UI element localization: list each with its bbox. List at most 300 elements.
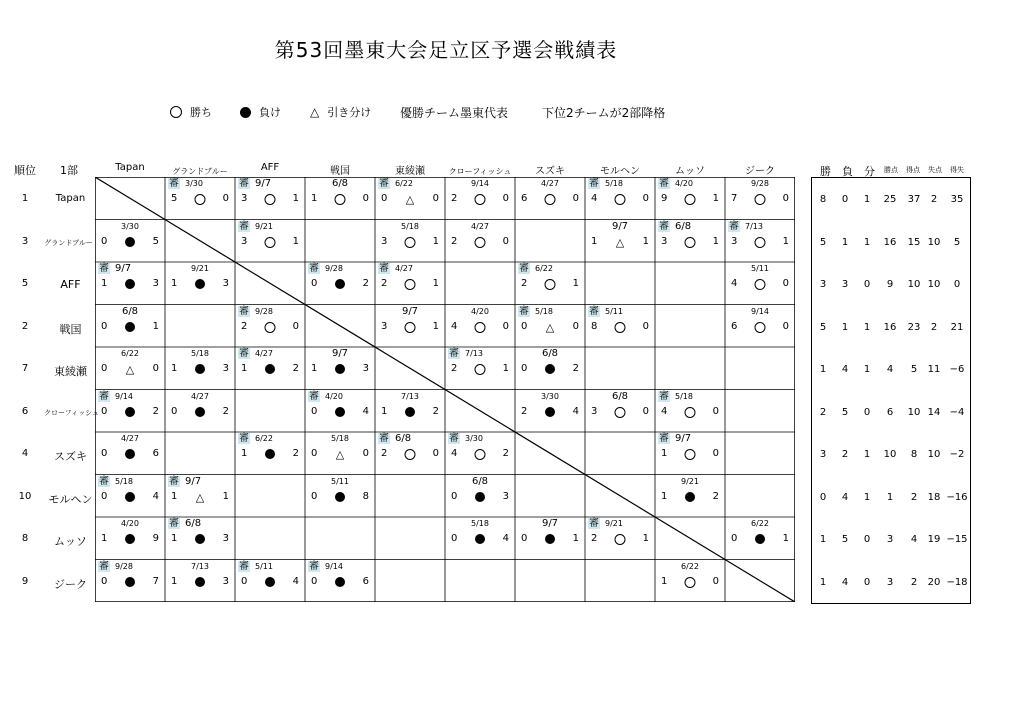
score-against: 0 — [222, 193, 229, 204]
match-date: 6/8 — [611, 390, 629, 402]
score-against: 1 — [292, 235, 299, 247]
score-against: 2 — [222, 405, 229, 417]
column-header: スズキ — [535, 166, 565, 177]
score-for: 3 — [381, 235, 388, 247]
referee-badge: 審 — [309, 390, 319, 402]
win-icon — [265, 194, 276, 208]
match-cell — [95, 262, 165, 305]
score-for: 4 — [451, 320, 458, 332]
match-date: 5/18 — [535, 306, 553, 316]
match-cell — [235, 347, 305, 390]
score-against: 0 — [642, 320, 649, 332]
referee-badge: 審 — [659, 220, 669, 232]
score-for: 6 — [731, 320, 738, 332]
match-date: 4/27 — [471, 221, 489, 231]
loss-icon — [195, 534, 205, 547]
stat-value: 16 — [883, 321, 897, 333]
match-date: 7/13 — [191, 561, 209, 571]
match-date: 3/30 — [465, 434, 483, 443]
match-cell — [655, 432, 725, 475]
score-for: 9 — [661, 193, 668, 204]
score-for: 2 — [241, 320, 248, 332]
score-against: 0 — [502, 320, 509, 332]
stat-value: 3 — [886, 576, 894, 588]
match-date: 9/7 — [331, 348, 349, 359]
match-cell — [235, 560, 305, 603]
score-for: 2 — [381, 448, 388, 459]
stat-value: 5 — [910, 364, 918, 375]
referee-badge: 審 — [449, 433, 459, 444]
match-date: 4/20 — [325, 391, 343, 401]
loss-icon — [755, 534, 765, 547]
loss-icon — [125, 279, 135, 292]
score-for: 1 — [381, 405, 388, 417]
match-cell — [235, 220, 305, 263]
stat-value: 18 — [927, 491, 941, 503]
match-cell — [585, 517, 655, 560]
score-for: 0 — [451, 533, 458, 544]
score-for: 3 — [661, 235, 668, 247]
match-cell — [165, 475, 235, 518]
win-icon — [615, 194, 626, 208]
match-date: 4/27 — [541, 179, 559, 188]
match-date: 9/7 — [255, 178, 272, 189]
match-date: 9/28 — [325, 264, 343, 273]
match-date: 6/22 — [255, 434, 273, 443]
column-header: モルヘン — [600, 166, 640, 177]
match-date: 5/11 — [751, 264, 769, 273]
match-date: 9/21 — [681, 476, 699, 486]
match-cell — [165, 177, 235, 220]
score-for: 0 — [311, 405, 318, 417]
loss-icon — [125, 492, 135, 505]
match-date: 6/8 — [331, 178, 349, 189]
loss-icon — [265, 577, 275, 590]
draw-icon: △ — [195, 490, 205, 504]
stat-value: 2 — [819, 406, 827, 418]
stat-value: 37 — [907, 194, 921, 205]
score-for: 2 — [451, 235, 458, 247]
match-date: 6/8 — [541, 348, 559, 359]
score-against: 0 — [432, 193, 439, 204]
score-against: 7 — [152, 575, 159, 587]
match-date: 6/22 — [121, 349, 139, 358]
match-date: 6/8 — [121, 305, 139, 317]
stat-value: 16 — [883, 236, 897, 248]
score-against: 4 — [362, 405, 369, 417]
score-for: 3 — [241, 193, 248, 204]
draw-icon: △ — [125, 363, 135, 376]
match-date: 9/21 — [255, 221, 273, 231]
rank-header: 順位 — [14, 164, 36, 177]
score-against: 0 — [642, 193, 649, 204]
stats-header-loss: 負 — [842, 165, 853, 178]
referee-badge: 審 — [99, 475, 109, 487]
referee-badge: 審 — [519, 263, 529, 274]
stat-value: 10 — [907, 406, 921, 418]
column-header: 東綾瀬 — [395, 166, 425, 177]
stat-value: 2 — [930, 321, 938, 333]
draw-icon: △ — [545, 320, 555, 334]
column-header: ジーク — [745, 166, 775, 177]
score-for: 1 — [661, 448, 668, 459]
stat-value: 5 — [819, 236, 827, 248]
stat-value: 1 — [841, 236, 849, 248]
win-icon — [755, 279, 766, 293]
stat-value: 5 — [841, 534, 849, 545]
match-cell — [95, 347, 165, 390]
match-cell — [585, 390, 655, 433]
loss-icon — [125, 577, 135, 590]
score-for: 0 — [311, 278, 318, 289]
score-against: 0 — [152, 363, 159, 374]
match-cell — [515, 390, 585, 433]
match-cell — [375, 177, 445, 220]
stat-value: 14 — [927, 406, 941, 418]
referee-badge: 審 — [659, 433, 669, 444]
match-cell — [655, 390, 725, 433]
match-cell — [235, 177, 305, 220]
match-date: 4/20 — [675, 179, 693, 188]
stat-value: 3 — [819, 449, 827, 460]
match-cell — [585, 305, 655, 348]
champion-note: 優勝チーム墨東代表 — [400, 106, 509, 120]
legend-win: 勝ち — [170, 104, 212, 120]
score-for: 5 — [171, 193, 178, 204]
score-against: 2 — [502, 448, 509, 459]
win-icon — [475, 449, 486, 463]
win-icon — [405, 322, 416, 336]
score-against: 0 — [782, 320, 789, 332]
loss-icon — [195, 279, 205, 292]
loss-icon — [335, 577, 345, 590]
win-icon — [545, 279, 556, 293]
referee-badge: 審 — [239, 305, 249, 317]
match-cell — [445, 347, 515, 390]
referee-badge: 審 — [659, 178, 669, 189]
match-date: 4/20 — [121, 519, 139, 528]
division-header: 1部 — [60, 164, 78, 177]
win-icon — [755, 194, 766, 208]
stat-value: 2 — [910, 576, 918, 588]
match-date: 5/11 — [605, 306, 623, 316]
win-icon — [195, 194, 206, 208]
match-date: 5/18 — [115, 476, 133, 486]
score-against: 6 — [362, 575, 369, 587]
match-cell — [95, 305, 165, 348]
match-date: 5/18 — [471, 519, 489, 528]
referee-badge: 審 — [239, 560, 249, 572]
score-against: 1 — [502, 363, 509, 374]
match-cell — [515, 517, 585, 560]
row-rank: 10 — [18, 490, 32, 502]
score-for: 1 — [311, 363, 318, 374]
row-team: AFF — [60, 278, 81, 291]
match-cell — [725, 262, 795, 305]
win-icon — [685, 194, 696, 208]
score-against: 0 — [502, 193, 509, 204]
score-against: 0 — [712, 575, 719, 587]
stat-value: 10 — [883, 449, 897, 460]
score-for: 0 — [521, 533, 528, 544]
relegation-note: 下位2チームが2部降格 — [542, 106, 666, 120]
score-against: 3 — [222, 533, 229, 544]
referee-badge: 審 — [379, 433, 389, 444]
win-icon — [545, 194, 556, 208]
row-rank: 1 — [21, 193, 29, 204]
legend-loss: 負け — [240, 104, 281, 120]
match-date: 5/18 — [675, 391, 693, 401]
draw-icon: △ — [405, 193, 415, 206]
loss-icon — [335, 279, 345, 292]
match-cell — [305, 390, 375, 433]
stat-value: 1 — [819, 534, 827, 545]
loss-icon — [125, 322, 135, 335]
win-icon — [475, 237, 486, 251]
loss-icon — [335, 407, 345, 420]
stat-value: 4 — [841, 576, 849, 588]
match-date: 6/8 — [471, 475, 489, 487]
win-icon — [405, 237, 416, 251]
stat-value: −4 — [949, 406, 965, 418]
row-rank: 3 — [21, 235, 29, 247]
match-date: 5/11 — [331, 476, 349, 486]
stat-value: −15 — [946, 534, 968, 545]
stat-value: 4 — [886, 364, 894, 375]
referee-badge: 審 — [589, 178, 599, 189]
win-icon — [475, 322, 486, 336]
row-team: ジーク — [54, 577, 87, 591]
score-for: 2 — [381, 278, 388, 289]
score-for: 2 — [521, 405, 528, 417]
win-icon — [335, 194, 346, 208]
loss-icon — [685, 492, 695, 505]
match-cell — [725, 220, 795, 263]
stats-header-gf: 得点 — [906, 166, 920, 174]
score-for: 0 — [521, 320, 528, 332]
score-for: 0 — [311, 490, 318, 502]
match-date: 4/27 — [255, 349, 273, 358]
stat-value: −2 — [949, 449, 965, 460]
score-against: 1 — [642, 533, 649, 544]
match-cell — [165, 560, 235, 603]
match-date: 9/28 — [255, 306, 273, 316]
score-against: 5 — [152, 235, 159, 247]
score-against: 9 — [152, 533, 159, 544]
score-for: 3 — [241, 235, 248, 247]
match-date: 5/11 — [255, 561, 273, 571]
score-against: 2 — [362, 278, 369, 289]
loss-icon — [475, 534, 485, 547]
match-cell — [655, 220, 725, 263]
score-for: 1 — [171, 575, 178, 587]
draw-icon: △ — [615, 235, 625, 249]
legend-draw: △ 引き分け — [310, 105, 372, 119]
loss-icon — [125, 534, 135, 547]
stat-value: 5 — [841, 406, 849, 418]
stat-value: 5 — [819, 321, 827, 333]
match-date: 9/7 — [115, 263, 132, 274]
referee-badge: 審 — [169, 475, 179, 487]
loss-icon — [195, 364, 205, 377]
referee-badge: 審 — [379, 178, 389, 189]
match-date: 6/22 — [751, 519, 769, 528]
loss-icon — [545, 364, 555, 377]
referee-badge: 審 — [589, 518, 599, 529]
score-for: 2 — [451, 193, 458, 204]
score-for: 0 — [521, 363, 528, 374]
score-against: 1 — [712, 235, 719, 247]
loss-icon — [265, 364, 275, 377]
score-against: 0 — [292, 320, 299, 332]
circle-icon — [170, 106, 182, 118]
stat-value: 1 — [863, 491, 871, 503]
referee-badge: 審 — [239, 348, 249, 359]
match-cell — [375, 262, 445, 305]
score-for: 0 — [101, 235, 108, 247]
stat-value: 2 — [930, 194, 938, 205]
stat-value: 2 — [910, 491, 918, 503]
score-for: 1 — [171, 533, 178, 544]
stat-value: 4 — [841, 491, 849, 503]
referee-badge: 審 — [239, 178, 249, 189]
draw-icon: △ — [335, 448, 345, 461]
referee-badge: 審 — [99, 390, 109, 402]
score-for: 1 — [591, 235, 598, 247]
row-team: モルヘン — [48, 492, 93, 506]
match-cell — [445, 177, 515, 220]
match-cell — [165, 347, 235, 390]
score-for: 0 — [101, 575, 108, 587]
score-for: 1 — [171, 278, 178, 289]
win-icon — [615, 534, 626, 548]
match-cell — [95, 432, 165, 475]
match-date: 5/18 — [605, 179, 623, 188]
stat-value: 10 — [927, 236, 941, 248]
win-icon — [475, 194, 486, 208]
match-cell — [165, 517, 235, 560]
stat-value: −6 — [949, 364, 965, 375]
match-cell — [305, 177, 375, 220]
stat-value: 4 — [910, 534, 918, 545]
stat-value: 4 — [841, 364, 849, 375]
stat-value: 0 — [841, 194, 849, 205]
score-for: 3 — [381, 320, 388, 332]
loss-icon — [405, 407, 415, 420]
match-cell — [235, 305, 305, 348]
match-cell — [515, 177, 585, 220]
score-against: 1 — [642, 235, 649, 247]
referee-badge: 審 — [659, 390, 669, 402]
stat-value: 1 — [863, 321, 871, 333]
match-cell — [375, 432, 445, 475]
row-team: 戦国 — [59, 322, 82, 336]
score-for: 1 — [661, 575, 668, 587]
match-date: 4/27 — [121, 434, 139, 443]
match-date: 9/14 — [115, 391, 133, 401]
score-against: 0 — [642, 405, 649, 417]
match-date: 7/13 — [745, 221, 763, 231]
score-against: 0 — [502, 235, 509, 247]
stat-value: 1 — [841, 321, 849, 333]
match-date: 9/21 — [191, 264, 209, 273]
stat-value: 20 — [927, 576, 941, 588]
score-against: 2 — [292, 363, 299, 374]
match-cell — [165, 390, 235, 433]
score-against: 3 — [362, 363, 369, 374]
match-cell — [305, 475, 375, 518]
match-cell — [725, 517, 795, 560]
referee-badge: 審 — [379, 263, 389, 274]
score-for: 1 — [101, 278, 108, 289]
stat-value: 0 — [863, 576, 871, 588]
stat-value: 1 — [863, 364, 871, 375]
stat-value: 3 — [886, 534, 894, 545]
match-date: 7/13 — [401, 391, 419, 401]
page-title: 第53回墨東大会足立区予選会戦績表 — [274, 38, 618, 62]
score-for: 0 — [101, 448, 108, 459]
match-cell — [305, 432, 375, 475]
score-for: 0 — [101, 363, 108, 374]
stat-value: 1 — [863, 449, 871, 460]
win-icon — [685, 449, 696, 463]
match-cell — [585, 220, 655, 263]
referee-badge: 審 — [729, 220, 739, 232]
score-against: 3 — [502, 490, 509, 502]
match-date: 9/14 — [325, 561, 343, 571]
score-for: 0 — [101, 405, 108, 417]
match-cell — [655, 177, 725, 220]
loss-icon — [545, 407, 555, 420]
referee-badge: 審 — [239, 433, 249, 444]
stat-value: −16 — [946, 491, 968, 503]
win-icon — [265, 322, 276, 336]
filled-circle-icon — [240, 107, 251, 118]
score-for: 0 — [451, 490, 458, 502]
win-icon — [265, 237, 276, 251]
match-cell — [375, 220, 445, 263]
stat-value: 1 — [886, 491, 894, 503]
match-cell — [445, 220, 515, 263]
score-against: 2 — [152, 405, 159, 417]
score-against: 1 — [712, 193, 719, 204]
score-against: 2 — [572, 363, 579, 374]
referee-badge: 審 — [169, 178, 179, 189]
stat-value: 2 — [841, 449, 849, 460]
stats-table — [811, 177, 971, 604]
score-for: 4 — [591, 193, 598, 204]
stat-value: 5 — [953, 236, 961, 248]
row-rank: 4 — [21, 448, 29, 459]
stats-header-pts: 勝点 — [884, 166, 898, 174]
match-cell — [725, 305, 795, 348]
score-for: 4 — [451, 448, 458, 459]
score-against: 1 — [432, 320, 439, 332]
loss-icon — [335, 492, 345, 505]
score-for: 4 — [731, 278, 738, 289]
referee-badge: 審 — [309, 263, 319, 274]
match-cell — [95, 390, 165, 433]
match-cell — [445, 475, 515, 518]
score-against: 1 — [782, 533, 789, 544]
score-for: 0 — [101, 320, 108, 332]
match-date: 3/30 — [185, 179, 203, 188]
stat-value: −18 — [946, 576, 968, 588]
loss-icon — [195, 577, 205, 590]
score-against: 3 — [222, 278, 229, 289]
row-rank: 8 — [21, 533, 29, 544]
match-date: 9/7 — [675, 433, 692, 444]
